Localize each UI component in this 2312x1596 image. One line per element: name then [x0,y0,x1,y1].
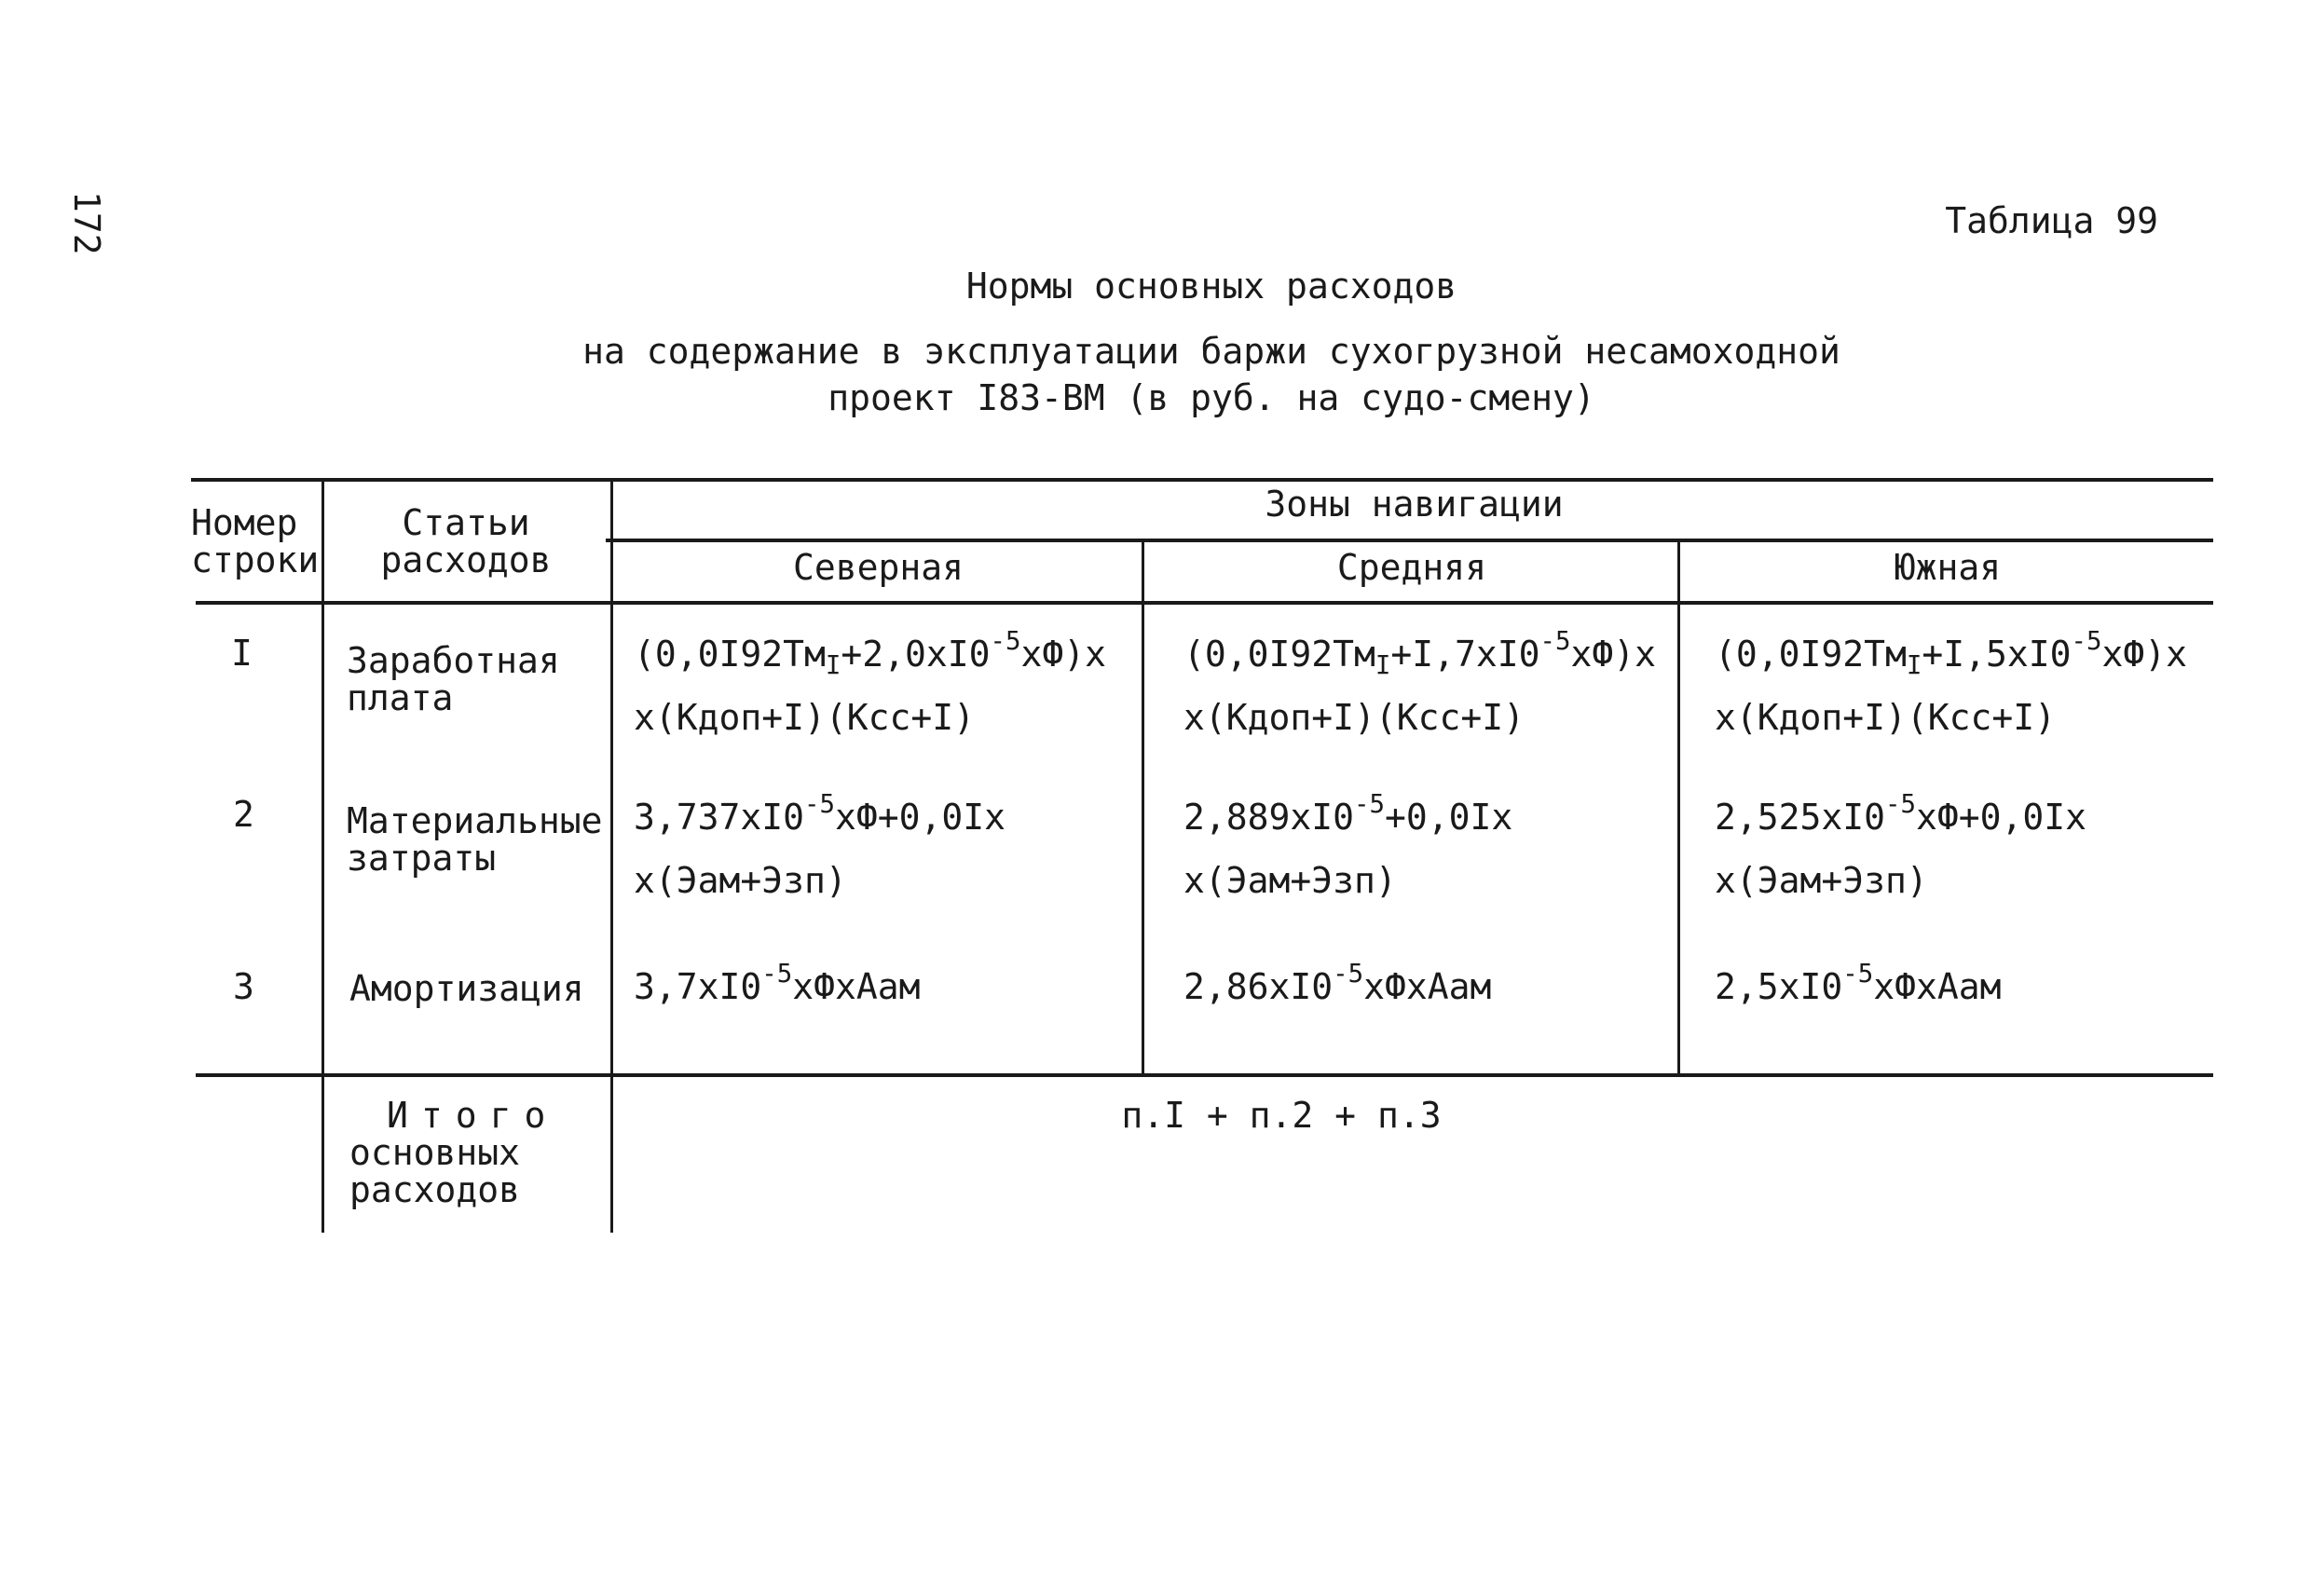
row-3-item-line1: Амортизация [349,968,584,1009]
row-1-item-line2: плата [347,676,454,718]
row-3-number: 3 [233,966,254,1007]
row-2-middle-formula: $2,889хI0^{-5}+0,0Iх$ х(Эам+Эзп) [1183,790,1513,901]
header-items-line1: Статьи [402,502,530,543]
row-2-north-formula: $3,737хI0^{-5}хФ+0,0Iх$ х(Эам+Эзп) [634,790,1006,901]
table-title-line1: Нормы основных расходов [965,266,1457,307]
row-2-number: 2 [233,794,254,835]
table-title-line3: проект I83-ВМ (в руб. на судо-смену) [828,377,1595,418]
rule-body-bottom [196,1073,2213,1077]
row-2-item [347,800,603,879]
page-number: 172 [66,191,107,255]
total-label-line2: основных [349,1131,521,1173]
row-1-item-line1: Заработная [347,640,560,681]
table-label: Таблица 99 [1945,200,2158,241]
header-row-number-line1: Номер [191,502,298,543]
col-divider-2 [610,478,613,1233]
row-2-south-formula: $2,525хI0^{-5}хФ+0,0Iх$ х(Эам+Эзп) [1715,790,2087,901]
rule-top [191,478,2213,482]
header-zones: Зоны навигации [1265,484,1564,525]
row-1-middle-formula: $(0,0I92Тм_I+I,7хI0^{-5}хФ)х$ х(Кдоп+I)(Ксс+I) [1183,627,1657,738]
table-title-line2: на содержание в эксплуатации баржи сухогрузной несамоходной [582,331,1840,372]
rule-zones [606,539,2213,542]
total-value: п.I + п.2 + п.3 [1121,1095,1442,1136]
row-1-north-formula: $(0,0I92Тм_I+2,0хI0^{-5}хФ)х$ х(Кдоп+I)(Ксс+I) [634,627,1107,738]
rule-header-bottom [196,601,2213,605]
row-2-item-line2: затраты [347,837,497,879]
col-divider-1 [321,478,324,1233]
header-row-number-line2: строки [191,539,320,580]
total-label [349,1095,559,1210]
col-divider-3 [1142,539,1144,1074]
row-1-south-formula: $(0,0I92Тм_I+I,5хI0^{-5}хФ)х$ х(Кдоп+I)(Ксс+I) [1715,627,2188,738]
row-2-item-line1: Материальные [347,800,603,841]
header-items [326,502,606,580]
header-row-number [191,502,320,580]
row-1-item [347,640,560,718]
row-3-north-formula: $3,7хI0^{-5}хФхАам$ [634,960,921,1007]
row-3-item [349,968,584,1009]
header-middle: Средняя [1336,547,1487,588]
header-items-line2: расходов [380,539,552,580]
total-label-line1: Итого [387,1095,559,1136]
header-south: Южная [1894,547,2002,588]
row-1-number: I [231,633,253,674]
col-divider-4 [1677,539,1680,1074]
total-label-line3: расходов [349,1168,521,1210]
row-3-middle-formula: $2,86хI0^{-5}хФхАам$ [1183,960,1492,1007]
row-3-south-formula: $2,5хI0^{-5}хФхАам$ [1715,960,2002,1007]
header-north: Северная [792,547,964,588]
